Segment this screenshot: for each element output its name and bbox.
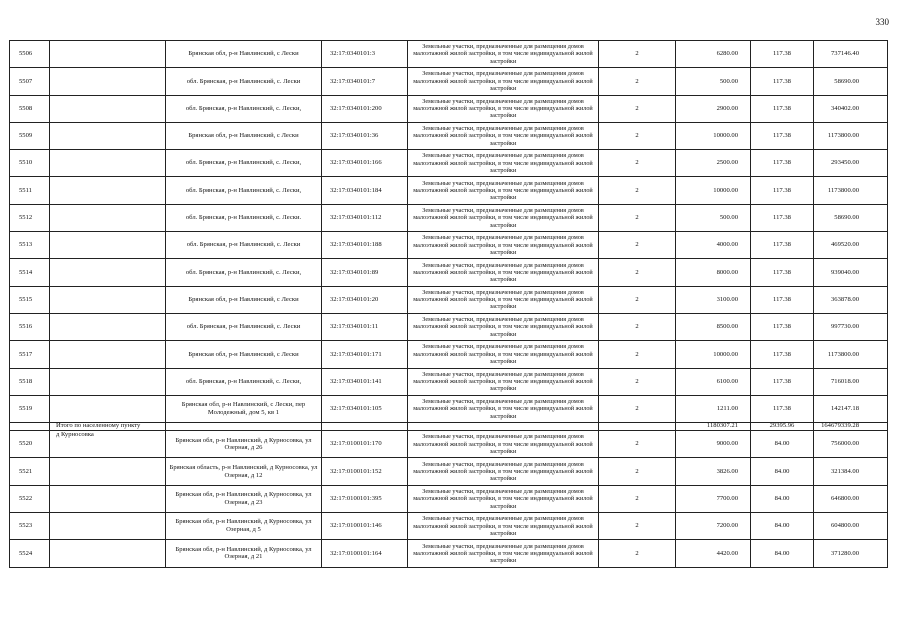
area-cell: 10000.00 xyxy=(676,177,751,204)
address-cell: Брянская обл, р-н Навлинский, с Лески xyxy=(166,341,322,368)
land-plots-table xyxy=(9,40,888,568)
table-row xyxy=(10,431,888,458)
settlement-cell xyxy=(50,313,166,340)
cadastral-value-cell: 58690.00 xyxy=(814,68,888,95)
cadastral-value-cell: 646800.00 xyxy=(814,485,888,512)
area-cell: 7200.00 xyxy=(676,513,751,540)
cadastral-number-cell: 32:17:0100101:152 xyxy=(322,458,408,485)
category-cell: 2 xyxy=(599,204,676,231)
total-empty-cell xyxy=(408,423,599,431)
table-row xyxy=(10,395,888,422)
address-cell: обл. Брянская, р-н Навлинский, с. Лески xyxy=(166,68,322,95)
address-cell: Брянская обл, р-н Навлинский, д Курносовка, ул Озерная, д 5 xyxy=(166,513,322,540)
settlement-cell xyxy=(50,395,166,422)
cadastral-number-cell: 32:17:0340101:36 xyxy=(322,122,408,149)
table-row xyxy=(10,540,888,567)
total-row xyxy=(10,423,888,431)
row-number: 5517 xyxy=(10,341,50,368)
price-cell: 117.38 xyxy=(751,313,814,340)
land-use-cell: Земельные участки, предназначенные для размещения домов малоэтажной жилой застройки, в том числе индивидуальной жилой застройки xyxy=(408,204,599,231)
price-cell: 117.38 xyxy=(751,232,814,259)
area-cell: 8000.00 xyxy=(676,259,751,286)
table-row xyxy=(10,341,888,368)
address-cell: Брянская обл, р-н Навлинский, с Лески, пер Молодежный, дом 5, кв 1 xyxy=(166,395,322,422)
row-number: 5516 xyxy=(10,313,50,340)
area-cell: 8500.00 xyxy=(676,313,751,340)
land-use-cell: Земельные участки, предназначенные для размещения домов малоэтажной жилой застройки, в том числе индивидуальной жилой застройки xyxy=(408,513,599,540)
area-cell: 2500.00 xyxy=(676,150,751,177)
category-cell: 2 xyxy=(599,485,676,512)
settlement-cell xyxy=(50,368,166,395)
land-use-cell: Земельные участки, предназначенные для размещения домов малоэтажной жилой застройки, в том числе индивидуальной жилой застройки xyxy=(408,368,599,395)
price-cell: 84.00 xyxy=(751,431,814,458)
address-cell: Брянская обл, р-н Навлинский, д Курносовка, ул Озерная, д 23 xyxy=(166,485,322,512)
table-row xyxy=(10,204,888,231)
table-row xyxy=(10,122,888,149)
land-use-cell: Земельные участки, предназначенные для размещения домов малоэтажной жилой застройки, в том числе индивидуальной жилой застройки xyxy=(408,458,599,485)
category-cell: 2 xyxy=(599,177,676,204)
price-cell: 117.38 xyxy=(751,41,814,68)
address-cell: обл. Брянская, р-н Навлинский, с. Лески, xyxy=(166,150,322,177)
land-use-cell: Земельные участки, предназначенные для размещения домов малоэтажной жилой застройки, в том числе индивидуальной жилой застройки xyxy=(408,286,599,313)
row-number: 5515 xyxy=(10,286,50,313)
price-cell: 84.00 xyxy=(751,540,814,567)
settlement-cell xyxy=(50,204,166,231)
area-cell: 7700.00 xyxy=(676,485,751,512)
total-empty-cell xyxy=(599,423,676,431)
cadastral-number-cell: 32:17:0100101:395 xyxy=(322,485,408,512)
cadastral-value-cell: 142147.18 xyxy=(814,395,888,422)
category-cell: 2 xyxy=(599,286,676,313)
area-cell: 2900.00 xyxy=(676,95,751,122)
settlement-cell xyxy=(50,232,166,259)
cadastral-number-cell: 32:17:0340101:141 xyxy=(322,368,408,395)
land-use-cell: Земельные участки, предназначенные для размещения домов малоэтажной жилой застройки, в том числе индивидуальной жилой застройки xyxy=(408,177,599,204)
land-use-cell: Земельные участки, предназначенные для размещения домов малоэтажной жилой застройки, в том числе индивидуальной жилой застройки xyxy=(408,68,599,95)
table-row xyxy=(10,177,888,204)
category-cell: 2 xyxy=(599,259,676,286)
cadastral-number-cell: 32:17:0340101:3 xyxy=(322,41,408,68)
land-use-cell: Земельные участки, предназначенные для размещения домов малоэтажной жилой застройки, в том числе индивидуальной жилой застройки xyxy=(408,259,599,286)
price-cell: 84.00 xyxy=(751,513,814,540)
address-cell: обл. Брянская, р-н Навлинский, с. Лески xyxy=(166,313,322,340)
settlement-cell xyxy=(50,513,166,540)
cadastral-value-cell: 1173800.00 xyxy=(814,177,888,204)
cadastral-number-cell: 32:17:0340101:105 xyxy=(322,395,408,422)
total-label-cell: Итого по населенному пункту xyxy=(50,423,166,431)
land-use-cell: Земельные участки, предназначенные для размещения домов малоэтажной жилой застройки, в том числе индивидуальной жилой застройки xyxy=(408,540,599,567)
settlement-cell xyxy=(50,177,166,204)
table-row xyxy=(10,95,888,122)
table-row xyxy=(10,68,888,95)
total-empty-cell xyxy=(166,423,322,431)
cadastral-number-cell: 32:17:0340101:7 xyxy=(322,68,408,95)
row-number: 5512 xyxy=(10,204,50,231)
price-cell: 117.38 xyxy=(751,177,814,204)
land-use-cell: Земельные участки, предназначенные для размещения домов малоэтажной жилой застройки, в том числе индивидуальной жилой застройки xyxy=(408,95,599,122)
table-row xyxy=(10,41,888,68)
cadastral-value-cell: 716018.00 xyxy=(814,368,888,395)
cadastral-number-cell: 32:17:0340101:89 xyxy=(322,259,408,286)
total-empty-cell xyxy=(10,423,50,431)
address-cell: Брянская обл, р-н Навлинский, д Курносовка, ул Озерная, д 21 xyxy=(166,540,322,567)
category-cell: 2 xyxy=(599,41,676,68)
cadastral-value-cell: 756000.00 xyxy=(814,431,888,458)
settlement-cell xyxy=(50,540,166,567)
address-cell: Брянская обл, р-н Навлинский, с Лески xyxy=(166,286,322,313)
cadastral-number-cell: 32:17:0340101:200 xyxy=(322,95,408,122)
category-cell: 2 xyxy=(599,513,676,540)
price-cell: 117.38 xyxy=(751,368,814,395)
cadastral-number-cell: 32:17:0340101:184 xyxy=(322,177,408,204)
category-cell: 2 xyxy=(599,95,676,122)
page-number: 330 xyxy=(875,17,889,27)
area-cell: 1211.00 xyxy=(676,395,751,422)
row-number: 5513 xyxy=(10,232,50,259)
total-price-cell: 29395.96 xyxy=(751,423,814,431)
price-cell: 117.38 xyxy=(751,395,814,422)
cadastral-value-cell: 939040.00 xyxy=(814,259,888,286)
area-cell: 3826.00 xyxy=(676,458,751,485)
area-cell: 10000.00 xyxy=(676,341,751,368)
row-number: 5508 xyxy=(10,95,50,122)
settlement-cell xyxy=(50,458,166,485)
area-cell: 6280.00 xyxy=(676,41,751,68)
category-cell: 2 xyxy=(599,368,676,395)
row-number: 5509 xyxy=(10,122,50,149)
row-number: 5511 xyxy=(10,177,50,204)
area-cell: 10000.00 xyxy=(676,122,751,149)
cadastral-value-cell: 58690.00 xyxy=(814,204,888,231)
table-row xyxy=(10,485,888,512)
cadastral-value-cell: 340402.00 xyxy=(814,95,888,122)
area-cell: 4420.00 xyxy=(676,540,751,567)
price-cell: 117.38 xyxy=(751,95,814,122)
land-use-cell: Земельные участки, предназначенные для размещения домов малоэтажной жилой застройки, в том числе индивидуальной жилой застройки xyxy=(408,122,599,149)
category-cell: 2 xyxy=(599,540,676,567)
area-cell: 500.00 xyxy=(676,68,751,95)
category-cell: 2 xyxy=(599,458,676,485)
land-use-cell: Земельные участки, предназначенные для размещения домов малоэтажной жилой застройки, в том числе индивидуальной жилой застройки xyxy=(408,485,599,512)
row-number: 5524 xyxy=(10,540,50,567)
category-cell: 2 xyxy=(599,341,676,368)
row-number: 5520 xyxy=(10,431,50,458)
row-number: 5523 xyxy=(10,513,50,540)
address-cell: Брянская обл, р-н Навлинский, с Лески xyxy=(166,41,322,68)
area-cell: 3100.00 xyxy=(676,286,751,313)
cadastral-number-cell: 32:17:0340101:112 xyxy=(322,204,408,231)
cadastral-value-cell: 1173800.00 xyxy=(814,122,888,149)
cadastral-number-cell: 32:17:0100101:146 xyxy=(322,513,408,540)
address-cell: обл. Брянская, р-н Навлинский, с. Лески, xyxy=(166,259,322,286)
category-cell: 2 xyxy=(599,431,676,458)
cadastral-value-cell: 604800.00 xyxy=(814,513,888,540)
address-cell: обл. Брянская, р-н Навлинский, с. Лески, xyxy=(166,368,322,395)
area-cell: 500.00 xyxy=(676,204,751,231)
cadastral-number-cell: 32:17:0340101:171 xyxy=(322,341,408,368)
cadastral-number-cell: 32:17:0340101:188 xyxy=(322,232,408,259)
cadastral-number-cell: 32:17:0340101:11 xyxy=(322,313,408,340)
land-use-cell: Земельные участки, предназначенные для размещения домов малоэтажной жилой застройки, в том числе индивидуальной жилой застройки xyxy=(408,232,599,259)
address-cell: обл. Брянская, р-н Навлинский, с. Лески xyxy=(166,232,322,259)
price-cell: 117.38 xyxy=(751,341,814,368)
total-area-cell: 1180307.21 xyxy=(676,423,751,431)
cadastral-number-cell: 32:17:0100101:164 xyxy=(322,540,408,567)
cadastral-value-cell: 469520.00 xyxy=(814,232,888,259)
total-empty-cell xyxy=(322,423,408,431)
settlement-cell xyxy=(50,286,166,313)
category-cell: 2 xyxy=(599,395,676,422)
land-use-cell: Земельные участки, предназначенные для размещения домов малоэтажной жилой застройки, в том числе индивидуальной жилой застройки xyxy=(408,395,599,422)
table-row xyxy=(10,259,888,286)
price-cell: 117.38 xyxy=(751,286,814,313)
settlement-cell xyxy=(50,68,166,95)
price-cell: 117.38 xyxy=(751,122,814,149)
settlement-cell xyxy=(50,485,166,512)
table-row xyxy=(10,286,888,313)
cadastral-value-cell: 293450.00 xyxy=(814,150,888,177)
row-number: 5522 xyxy=(10,485,50,512)
price-cell: 84.00 xyxy=(751,458,814,485)
settlement-cell xyxy=(50,259,166,286)
category-cell: 2 xyxy=(599,313,676,340)
cadastral-number-cell: 32:17:0340101:166 xyxy=(322,150,408,177)
row-number: 5518 xyxy=(10,368,50,395)
cadastral-value-cell: 1173800.00 xyxy=(814,341,888,368)
cadastral-value-cell: 363878.00 xyxy=(814,286,888,313)
settlement-cell xyxy=(50,41,166,68)
settlement-cell: д Курносовка xyxy=(50,431,166,458)
address-cell: обл. Брянская, р-н Навлинский, с. Лески. xyxy=(166,204,322,231)
land-use-cell: Земельные участки, предназначенные для размещения домов малоэтажной жилой застройки, в том числе индивидуальной жилой застройки xyxy=(408,150,599,177)
cadastral-value-cell: 321384.00 xyxy=(814,458,888,485)
category-cell: 2 xyxy=(599,232,676,259)
row-number: 5521 xyxy=(10,458,50,485)
settlement-cell xyxy=(50,95,166,122)
table-row xyxy=(10,150,888,177)
area-cell: 6100.00 xyxy=(676,368,751,395)
land-use-cell: Земельные участки, предназначенные для размещения домов малоэтажной жилой застройки, в том числе индивидуальной жилой застройки xyxy=(408,41,599,68)
row-number: 5507 xyxy=(10,68,50,95)
address-cell: обл. Брянская, р-н Навлинский, с. Лески, xyxy=(166,95,322,122)
cadastral-number-cell: 32:17:0340101:20 xyxy=(322,286,408,313)
category-cell: 2 xyxy=(599,150,676,177)
price-cell: 117.38 xyxy=(751,259,814,286)
cadastral-number-cell: 32:17:0100101:170 xyxy=(322,431,408,458)
price-cell: 117.38 xyxy=(751,204,814,231)
total-value-cell: 164679339.28 xyxy=(814,423,888,431)
row-number: 5519 xyxy=(10,395,50,422)
table-row xyxy=(10,513,888,540)
cadastral-value-cell: 371280.00 xyxy=(814,540,888,567)
row-number: 5506 xyxy=(10,41,50,68)
address-cell: обл. Брянская, р-н Навлинский, с. Лески, xyxy=(166,177,322,204)
land-use-cell: Земельные участки, предназначенные для размещения домов малоэтажной жилой застройки, в том числе индивидуальной жилой застройки xyxy=(408,341,599,368)
land-use-cell: Земельные участки, предназначенные для размещения домов малоэтажной жилой застройки, в том числе индивидуальной жилой застройки xyxy=(408,431,599,458)
price-cell: 117.38 xyxy=(751,150,814,177)
cadastral-value-cell: 997730.00 xyxy=(814,313,888,340)
category-cell: 2 xyxy=(599,68,676,95)
table-row xyxy=(10,232,888,259)
address-cell: Брянская обл, р-н Навлинский, д Курносовка, ул Озерная, д 26 xyxy=(166,431,322,458)
price-cell: 84.00 xyxy=(751,485,814,512)
settlement-cell xyxy=(50,150,166,177)
address-cell: Брянская обл, р-н Навлинский, с Лески xyxy=(166,122,322,149)
table-body xyxy=(10,41,888,568)
cadastral-value-cell: 737146.40 xyxy=(814,41,888,68)
table-row xyxy=(10,313,888,340)
table-row xyxy=(10,368,888,395)
address-cell: Брянская область, р-н Навлинский, д Курносовка, ул Озерная, д 12 xyxy=(166,458,322,485)
area-cell: 9000.00 xyxy=(676,431,751,458)
area-cell: 4000.00 xyxy=(676,232,751,259)
settlement-cell xyxy=(50,122,166,149)
row-number: 5514 xyxy=(10,259,50,286)
table-row xyxy=(10,458,888,485)
land-use-cell: Земельные участки, предназначенные для размещения домов малоэтажной жилой застройки, в том числе индивидуальной жилой застройки xyxy=(408,313,599,340)
category-cell: 2 xyxy=(599,122,676,149)
price-cell: 117.38 xyxy=(751,68,814,95)
row-number: 5510 xyxy=(10,150,50,177)
settlement-cell xyxy=(50,341,166,368)
